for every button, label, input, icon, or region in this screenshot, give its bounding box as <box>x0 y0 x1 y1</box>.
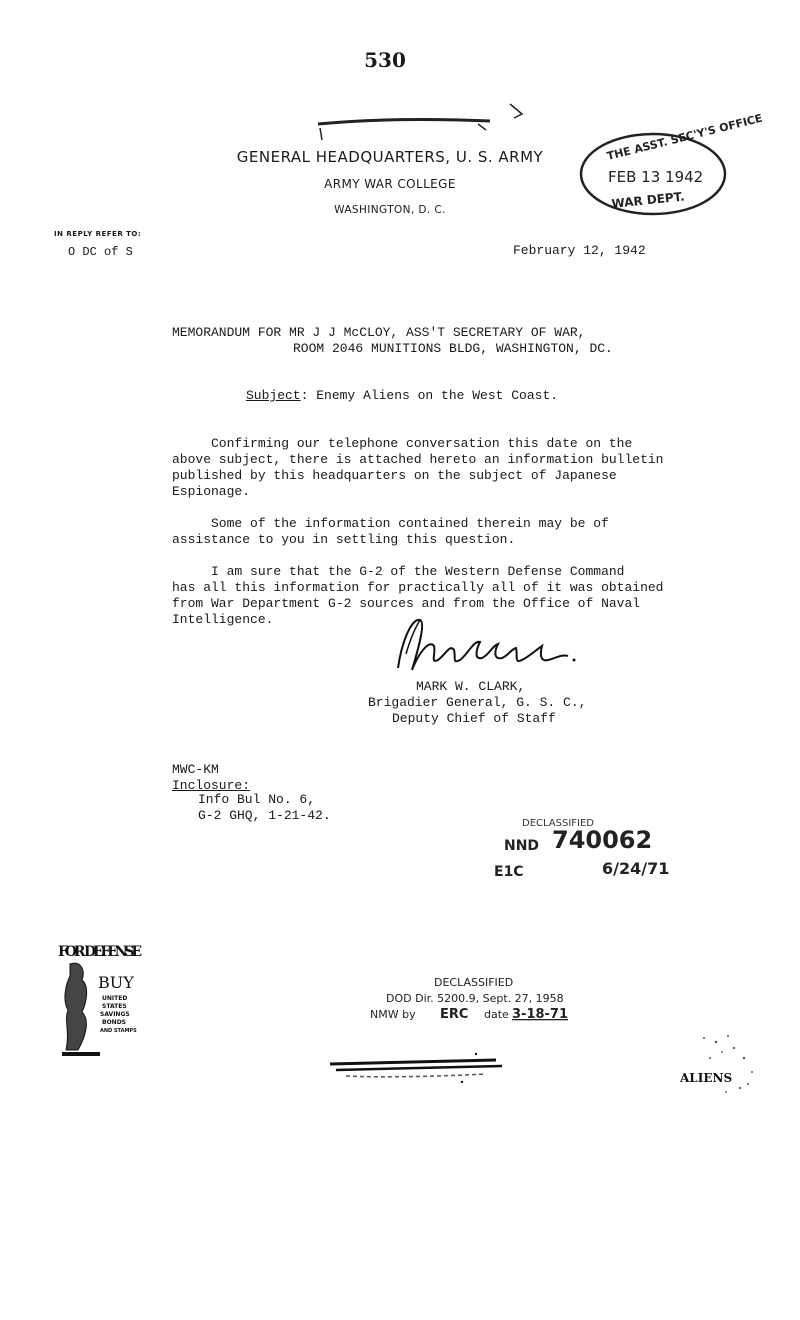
poster-line3: SAVINGS <box>100 1011 130 1018</box>
subject-text: : Enemy Aliens on the West Coast. <box>300 388 559 403</box>
memo-recipient: MEMORANDUM FOR MR J J McCLOY, ASS'T SECRETARY OF WAR, <box>172 325 586 340</box>
decl1-authority: NND <box>504 838 540 854</box>
reply-refer-label: IN REPLY REFER TO: <box>54 230 142 238</box>
memo-header <box>172 325 613 357</box>
received-stamp-dept: WAR DEPT. <box>610 189 686 211</box>
letterhead-location: WASHINGTON, D. C. <box>334 204 446 216</box>
crossed-out-stamp <box>326 1048 516 1084</box>
signer-name: MARK W. CLARK, <box>416 679 526 694</box>
signature-block <box>368 679 586 727</box>
decl1-date: 6/24/71 <box>602 859 670 878</box>
decl2-date: 3-18-71 <box>512 1007 569 1022</box>
reference-initials: MWC-KM <box>172 762 219 777</box>
decl2-date-label: date <box>484 1008 509 1021</box>
signer-rank: Brigadier General, G. S. C., <box>368 695 587 710</box>
poster-line1: UNITED <box>102 995 128 1002</box>
reply-refer-code: O DC of S <box>68 245 133 259</box>
decl2-initials: ERC <box>440 1007 469 1022</box>
letterhead-college: ARMY WAR COLLEGE <box>324 177 456 191</box>
decl1-by: E1C <box>494 864 524 880</box>
poster-line4: BONDS <box>102 1019 126 1026</box>
enclosure-item-1: Info Bul No. 6, <box>198 792 316 807</box>
paragraph-3: I am sure that the G-2 of the Western Defense Command has all this information for practically all of it was obtained from War Department G-2 sources and from the Office of Naval Intelligence. <box>172 564 664 627</box>
aliens-file-stamp <box>664 1028 764 1098</box>
handwritten-marks-top <box>300 96 550 146</box>
signer-title: Deputy Chief of Staff <box>392 711 556 726</box>
enclosure-label: Inclosure: <box>172 778 251 793</box>
page-number: 530 <box>364 48 406 72</box>
enclosure-items <box>198 792 331 824</box>
paragraph-2: Some of the information contained therein may be of assistance to you in settling this question. <box>172 516 609 547</box>
declassified-stamp-dod <box>370 970 570 1030</box>
decl2-nm-by: NMW by <box>370 1008 416 1021</box>
paragraph-1: Confirming our telephone conversation this date on the above subject, there is attached hereto an information bulletin published by this headquarters on the subject of Japanese Espionage. <box>172 436 664 499</box>
poster-buy: BUY <box>98 973 134 992</box>
memo-address: ROOM 2046 MUNITIONS BLDG, WASHINGTON, DC. <box>293 341 613 356</box>
subject-label: Subject <box>246 388 301 403</box>
received-stamp-office: THE ASST. SEC'Y'S OFFICE <box>605 111 764 163</box>
enclosure-item-2: G-2 GHQ, 1-21-42. <box>198 808 331 823</box>
decl1-number: 740062 <box>552 826 653 854</box>
subject-line <box>246 388 558 404</box>
poster-line2: STATES <box>102 1003 127 1010</box>
letter-date: February 12, 1942 <box>513 243 646 258</box>
received-stamp-date: FEB 13 1942 <box>608 168 704 186</box>
decl2-title: DECLASSIFIED <box>434 976 514 989</box>
decl2-directive: DOD Dir. 5200.9, Sept. 27, 1958 <box>386 992 564 1005</box>
letterhead-org: GENERAL HEADQUARTERS, U. S. ARMY <box>236 148 544 166</box>
decl1-title: DECLASSIFIED <box>522 818 595 829</box>
aliens-label: ALIENS <box>680 1071 733 1085</box>
declassified-stamp-nnd <box>474 806 694 886</box>
received-stamp <box>578 111 764 218</box>
handwritten-signature <box>390 610 590 680</box>
poster-line5: AND STAMPS <box>100 1028 137 1034</box>
defense-bonds-poster <box>56 940 148 1060</box>
poster-heading: FOR DEFENSE <box>58 944 142 960</box>
